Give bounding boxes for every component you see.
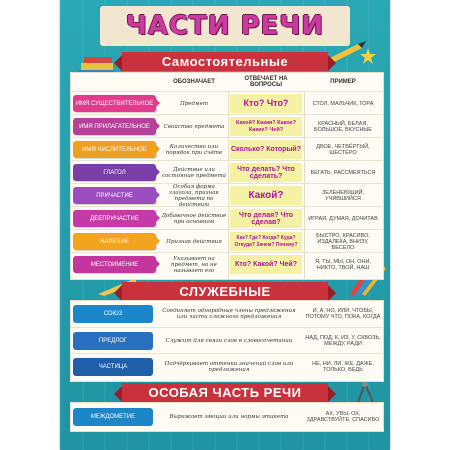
part-of-speech-label: МЕЖДОМЕТИЕ <box>73 408 153 426</box>
table-row <box>71 137 383 161</box>
part-of-speech-label: МЕСТОИМЕНИЕ <box>73 256 156 273</box>
table-row <box>71 404 383 430</box>
star-icon <box>360 48 376 64</box>
section-independent: Самостоятельные <box>122 52 328 71</box>
part-of-speech-label: СОЮЗ <box>73 305 153 323</box>
meaning-text: Соединяет однородные члены предложения или части сложного предложения <box>162 308 296 320</box>
poster <box>60 0 390 450</box>
examples-text: И, А, НО, ИЛИ, ЧТОБЫ, ПОТОМУ ЧТО, ПОКА, КОГДА <box>305 308 381 320</box>
section-auxiliary: СЛУЖЕБНЫЕ <box>122 282 328 301</box>
examples-text: СТОЛ, МАЛЬЧИК, ГОРА <box>312 100 374 107</box>
examples-text: КРАСНЫЙ, БЕЛАЯ, БОЛЬШОЕ, ВКУСНЫЕ <box>314 120 372 133</box>
part-of-speech-label: ИМЯ ЧИСЛИТЕЛЬНОЕ <box>73 141 156 158</box>
examples-text: БЕГАТЬ, РАССМЕЯТЬСЯ <box>310 169 376 176</box>
table-row <box>71 353 383 380</box>
part-of-speech-label: ДЕЕПРИЧАСТИЕ <box>73 210 156 227</box>
section-special: ОСОБАЯ ЧАСТЬ РЕЧИ <box>122 383 328 402</box>
questions-text: Какой? <box>230 186 302 205</box>
independent-table <box>70 72 384 280</box>
questions-text: Что делая? Что сделав? <box>230 209 302 228</box>
column-header-meaning: ОБОЗНАЧАЕТ <box>173 79 215 85</box>
table-row <box>71 206 383 230</box>
examples-text: НАД, ПОД, К, ИЗ, У, СКВОЗЬ, МЕЖДУ, РАДИ <box>305 335 381 347</box>
title-banner <box>100 6 350 46</box>
questions-text: Какой? Какая? Какое? Какие? Чей? <box>230 117 302 136</box>
table-row <box>71 91 383 115</box>
part-of-speech-label: ГЛАГОЛ <box>73 164 156 181</box>
table-row <box>71 327 383 354</box>
poster-title: ЧАСТИ РЕЧИ <box>125 11 325 41</box>
meaning-text: Указывает на предмет, но не называет его <box>171 255 217 274</box>
part-of-speech-label: ПРИЧАСТИЕ <box>73 187 156 204</box>
table-row <box>71 183 383 207</box>
part-of-speech-label: ПРЕДЛОГ <box>73 332 153 350</box>
auxiliary-table <box>70 300 384 382</box>
table-row <box>71 160 383 184</box>
meaning-text: Служит для связи слов в словосочетании <box>165 338 293 344</box>
column-header-examples: ПРИМЕР <box>330 79 356 85</box>
examples-text: ИГРАЯ, ДУМАЯ, ДОЧИТАВ <box>308 215 378 222</box>
part-of-speech-label: ЧАСТИЦА <box>73 358 153 376</box>
questions-text: Кто? Какой? Чей? <box>230 255 302 274</box>
meaning-text: Особая форма глагола, признак предмета по действию <box>169 183 219 208</box>
meaning-text: Подчёркивает оттенки значений слов или предложения <box>164 361 294 373</box>
questions-text: Кто? Что? <box>230 94 302 113</box>
column-header-questions: ОТВЕЧАЕТ НА ВОПРОСЫ <box>244 76 288 88</box>
examples-text: АХ, УВЫ, ОХ, ЗДРАВСТВУЙТЕ, СПАСИБО <box>306 411 380 423</box>
meaning-text: Выражает эмоции или нормы этикета <box>169 414 289 420</box>
examples-text: БЫСТРО, КРАСИВО, ИЗДАЛЕКА, ВНИЗУ, ВЕСЕЛО <box>316 232 370 251</box>
examples-text: НЕ, НИ, ЛИ, ЖЕ, ДАЖЕ, ТОЛЬКО, ВЕДЬ <box>312 361 374 373</box>
examples-text: ДВОЕ, ЧЕТВЁРТЫЙ, ШЕСТЕРО <box>316 143 370 156</box>
meaning-text: Действие или состояние предмета <box>162 166 226 179</box>
table-row <box>71 229 383 253</box>
part-of-speech-label: ИМЯ ПРИЛАГАТЕЛЬНОЕ <box>73 118 156 135</box>
examples-text: Я, ТЫ, МЫ, ОН, ОНИ, НИКТО, ТВОЙ, НАШ <box>315 258 371 271</box>
examples-text: ЗЕЛЕНЕЮЩИЙ, УЧИВШИЙСЯ <box>321 189 365 202</box>
part-of-speech-label: ИМЯ СУЩЕСТВИТЕЛЬНОЕ <box>73 95 156 112</box>
table-row <box>71 301 383 327</box>
meaning-text: Количество или порядок при счёте <box>165 143 223 156</box>
questions-text: Как? Где? Когда? Куда? Откуда? Зачем? Почему? <box>230 232 302 251</box>
meaning-text: Признак действия <box>166 238 222 245</box>
meaning-text: Добавочное действие при основном <box>161 212 227 225</box>
part-of-speech-label: НАРЕЧИЕ <box>73 233 156 250</box>
questions-text: Сколько? Который? <box>230 140 302 159</box>
meaning-text: Предмет <box>179 100 209 107</box>
questions-text: Что делать? Что сделать? <box>230 163 302 182</box>
table-row <box>71 114 383 138</box>
meaning-text: Свойство предмета <box>163 123 225 130</box>
table-row <box>71 252 383 276</box>
special-table <box>70 402 384 432</box>
